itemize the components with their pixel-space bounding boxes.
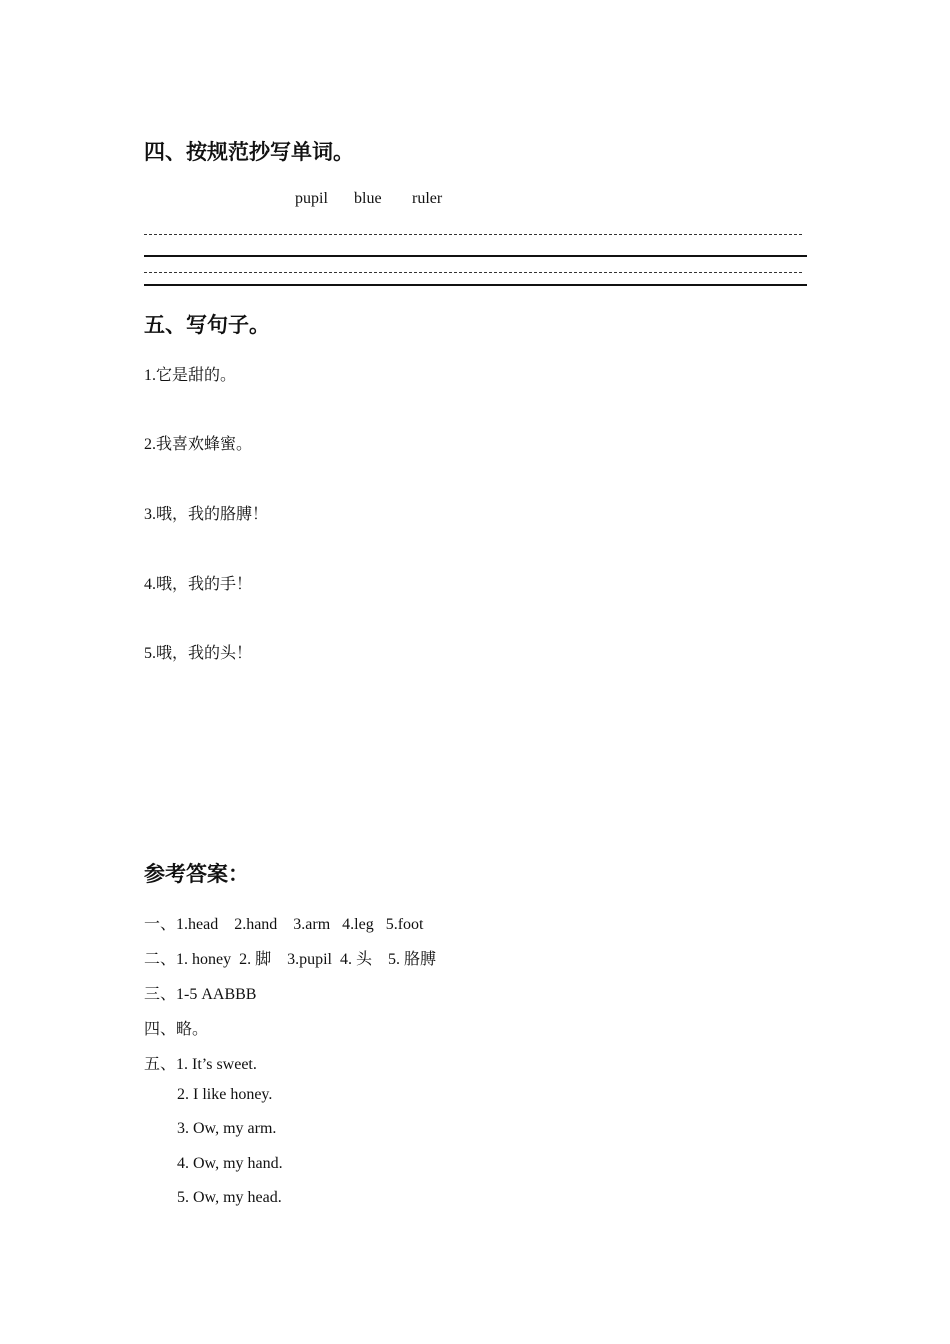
answer-sub-line-2: 2. I like honey.: [177, 1086, 273, 1103]
answer-line-1: 一、1.head 2.hand 3.arm 4.leg 5.foot: [144, 916, 424, 933]
answer-line-2: 二、1. honey 2. 脚 3.pupil 4. 头 5. 胳膊: [144, 951, 436, 968]
writing-guide-solid-line: [144, 255, 807, 257]
answer-line-3: 三、1-5 AABBB: [144, 986, 257, 1003]
copy-word-pupil: pupil: [295, 190, 328, 207]
writing-guide-dashed-line: [144, 272, 802, 273]
sentence-item-3: 3.哦，我的胳膊！: [144, 506, 269, 523]
answer-sub-line-5: 5. Ow, my head.: [177, 1189, 282, 1206]
sentence-item-4: 4.哦，我的手！: [144, 576, 253, 593]
copy-word-ruler: ruler: [412, 190, 443, 207]
writing-guide-solid-line: [144, 284, 807, 286]
sentence-item-5: 5.哦，我的头！: [144, 645, 253, 662]
answer-sub-line-3: 3. Ow, my arm.: [177, 1120, 277, 1137]
writing-guide-dashed-line: [144, 234, 802, 235]
copy-word-blue: blue: [354, 190, 382, 207]
answer-line-4: 四、略。: [144, 1021, 209, 1038]
section-4-title: 四、按规范抄写单词。: [144, 140, 354, 164]
answer-sub-line-4: 4. Ow, my hand.: [177, 1155, 283, 1172]
sentence-item-2: 2.我喜欢蜂蜜。: [144, 436, 253, 453]
section-5-title: 五、写句子。: [144, 313, 270, 337]
sentence-item-1: 1.它是甜的。: [144, 367, 237, 384]
answer-key-title: 参考答案：: [144, 862, 249, 886]
answer-line-5: 五、1. It’s sweet.: [144, 1056, 257, 1073]
